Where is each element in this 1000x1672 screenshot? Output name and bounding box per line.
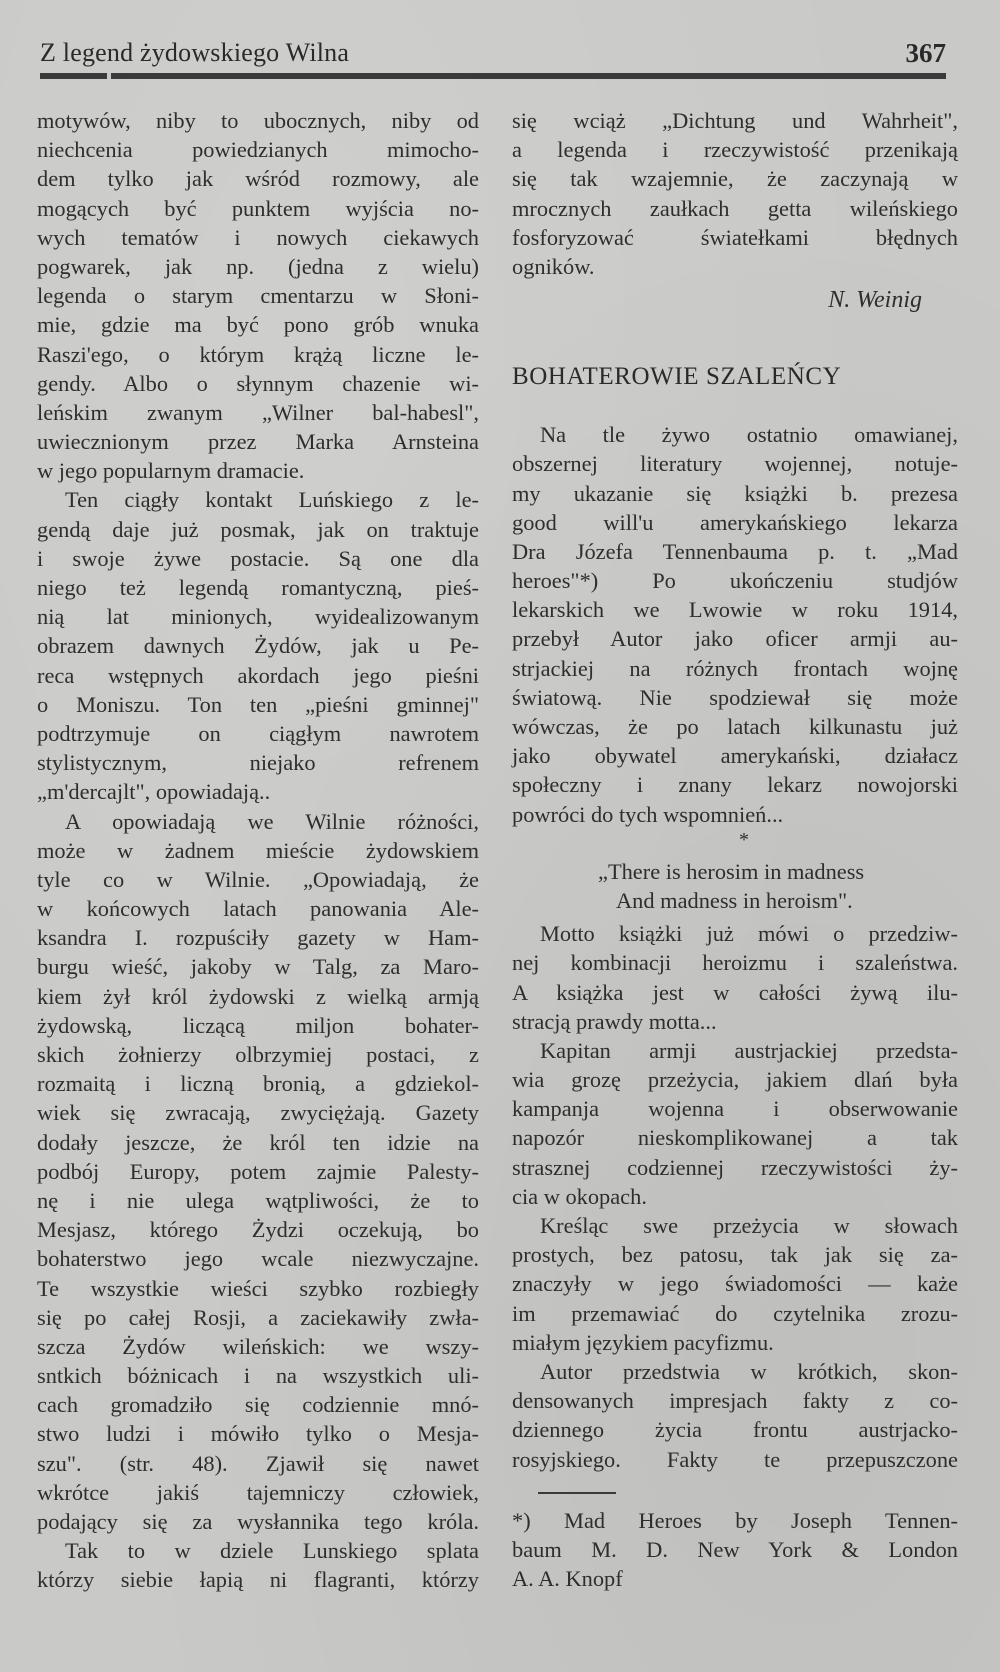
text-line: heroes"*) Po ukończeniu studjów <box>512 568 958 594</box>
text-line: sntkich bóżnicach i na wszystkich uli- <box>37 1363 479 1389</box>
running-header <box>40 38 946 74</box>
footnote <box>512 1506 958 1594</box>
text-line: bohaterstwo jego wcale niezwyczajne. <box>37 1246 479 1272</box>
text-line: ksandra I. rozpuściły gazety w Ham- <box>37 925 479 951</box>
text-line: stwo ludzi i mówiło tylko o Mesja- <box>37 1421 479 1447</box>
section-heading: BOHATEROWIE SZALEŃCY <box>512 363 842 391</box>
text-line: motywów, niby to ubocznych, niby od <box>37 108 479 133</box>
text-line: prostych, bez patosu, tak jak się za- <box>512 1242 958 1268</box>
text-line: obszernej literatury wojennej, notuje- <box>512 451 958 477</box>
paragraph-start-line: A opowiadają we Wilnie różności, <box>65 808 479 834</box>
text-line: kampanja wojenna i obserwowanie <box>512 1096 958 1122</box>
right-column <box>512 106 958 1593</box>
text-line: uwiecznionym przez Marka Arnsteina <box>37 429 479 455</box>
text-line: powróci do tych wspomnień... <box>512 801 784 827</box>
text-line: kiem żył król żydowski z wielką armją <box>37 983 479 1009</box>
text-line: niechcenia powiedzianych mimocho- <box>37 137 479 163</box>
text-line: dziennego życia frontu austrjacko- <box>512 1417 958 1443</box>
text-line: wych tematów i nowych ciekawych <box>37 224 479 250</box>
paragraph-start-line: Kreśląc swe przeżycia w słowach <box>540 1213 958 1238</box>
text-line: o Moniszu. Ton ten „pieśni gminnej" <box>37 691 479 717</box>
text-line: szu". (str. 48). Zjawił się nawet <box>37 1450 479 1476</box>
author-signature: N. Weinig <box>828 287 922 314</box>
text-line: legenda o starym cmentarzu w Słoni- <box>37 283 479 309</box>
header-rule-divider <box>40 73 946 79</box>
text-line: im przemawiać do czytelnika zrozu- <box>512 1300 958 1326</box>
text-line: densowanych impresjach fakty z co- <box>512 1388 958 1414</box>
text-line: cach gromadziło się codziennie mnó- <box>37 1392 479 1418</box>
text-line: podbój Europy, potem zajmie Palesty- <box>37 1158 479 1184</box>
motto-quote <box>512 857 958 915</box>
text-line: w końcowych latach panowania Ale- <box>37 896 479 922</box>
text-line: podający się za wysłannika tego króla. <box>37 1509 479 1534</box>
text-line: „m'dercajlt", opowiadają.. <box>37 779 271 805</box>
running-title: Z legend żydowskiego Wilna <box>40 38 350 67</box>
text-line: gendą daje już posmak, jak on traktuje <box>37 516 479 542</box>
text-line: a legenda i rzeczywistość przenikają <box>512 137 958 163</box>
rule-gap <box>107 73 111 79</box>
section-asterisk: * <box>739 828 749 851</box>
text-line: strasznej codziennej rzeczywistości ży- <box>512 1154 958 1180</box>
text-line: cia w okopach. <box>512 1183 647 1209</box>
paragraph-start-line: Na tle żywo ostatnio omawianej, <box>540 422 958 448</box>
text-line: przebył Autor jako oficer armji au- <box>512 626 958 652</box>
text-line: nej kombinacji heroizmu i szaleństwa. <box>512 950 958 976</box>
text-line: światową. Nie spodziewał się może <box>512 684 958 710</box>
text-line: społeczny i znany lekarz nowojorski <box>512 772 958 798</box>
text-line: stylistycznym, niejako refrenem <box>37 750 479 776</box>
text-line: burgu wieść, jakoby w Talg, za Maro- <box>37 954 479 980</box>
text-line: stracją prawdy motta... <box>512 1008 717 1034</box>
text-line: nią lat minionych, wyidealizowanym <box>37 604 479 630</box>
text-line: wówczas, że po latach kilkunastu już <box>512 714 958 739</box>
paragraph-start-line: Motto książki już mówi o przedziw- <box>540 921 958 947</box>
text-line: w jego popularnym dramacie. <box>37 458 305 484</box>
text-line: mogących być punktem wyjścia no- <box>37 195 479 221</box>
text-line: mie, gdzie ma być pono grób wnuka <box>37 312 479 338</box>
text-line: ogników. <box>512 253 595 279</box>
text-line: się wciąż „Dichtung und Wahrheit", <box>512 108 958 133</box>
text-line: tyle co w Wilnie. „Opowiadają, że <box>37 866 479 892</box>
text-line: znaczyły w jego świadomości — każe <box>512 1271 958 1297</box>
text-line: mrocznych zaułkach getta wileńskiego <box>512 195 958 221</box>
footnote-line: A. A. Knopf <box>512 1566 623 1592</box>
footnote-line: baum M. D. New York & London <box>512 1536 958 1562</box>
left-column <box>37 106 479 1595</box>
text-line: strjackiej na różnych frontach wojnę <box>512 655 958 681</box>
text-line: niego też legendą romantyczną, pieś- <box>37 575 479 600</box>
text-line: obrazem dawnych Żydów, jak u Pe- <box>37 633 479 659</box>
text-line: miałym językiem pacyfizmu. <box>512 1329 774 1355</box>
text-line: rosyjskiego. Fakty te przepuszczone <box>512 1446 958 1472</box>
text-line: Raszi'ego, o którym krążą liczne le- <box>37 341 479 367</box>
text-line: wkrótce jakiś tajemniczy człowiek, <box>37 1479 479 1505</box>
page-number: 367 <box>905 38 946 68</box>
paragraph-start-line: Ten ciągły kontakt Luńskiego z le- <box>65 487 479 513</box>
text-line: rozmaitą i liczną bronią, a gdziekol- <box>37 1071 479 1097</box>
text-line: i swoje żywe postacie. Są one dla <box>37 545 479 571</box>
text-line: my ukazanie się książki b. prezesa <box>512 480 958 506</box>
text-line: A książka jest w całości żywą ilu- <box>512 979 958 1005</box>
text-line: się po całej Rosji, a zaciekawiły zwła- <box>37 1304 479 1330</box>
motto-line: „There is herosim in madness <box>598 858 865 884</box>
text-line: dodały jeszcze, że król ten idzie na <box>37 1129 479 1155</box>
text-line: jako obywatel amerykański, działacz <box>512 743 958 769</box>
motto-line: And madness in heroism". <box>616 887 853 913</box>
text-line: Te wszystkie wieści szybko rozbiegły <box>37 1275 479 1301</box>
text-line: fosforyzować światełkami błędnych <box>512 224 958 250</box>
footnote-line: *) Mad Heroes by Joseph Tennen- <box>512 1507 958 1533</box>
text-line: Mesjasz, którego Żydzi oczekują, bo <box>37 1217 479 1243</box>
text-line: wiek się zwracają, zwyciężają. Gazety <box>37 1100 479 1126</box>
text-line: nę i nie ulega wątpliwości, że to <box>37 1187 479 1213</box>
paragraph-start-line: Kapitan armji austrjackiej przedsta- <box>540 1037 958 1063</box>
text-line: Dra Józefa Tennenbauma p. t. „Mad <box>512 538 958 564</box>
text-line: good will'u amerykańskiego lekarza <box>512 509 958 535</box>
text-line: którzy siebie łapią ni flagranti, którzy <box>37 1567 479 1593</box>
text-line: podtrzymuje on ciągłym nawrotem <box>37 720 479 746</box>
footnote-divider <box>538 1492 616 1494</box>
text-line: może w żadnem mieście żydowskiem <box>37 837 479 863</box>
text-line: szcza Żydów wileńskich: we wszy- <box>37 1333 479 1359</box>
text-line: pogwarek, jak np. (jedna z wielu) <box>37 253 479 279</box>
text-line: się tak wzajemnie, że zaczynają w <box>512 166 958 192</box>
text-line: lekarskich we Lwowie w roku 1914, <box>512 597 958 623</box>
text-line: gendy. Albo o słynnym chazenie wi- <box>37 370 479 396</box>
text-line: napozór nieskomplikowanej a tak <box>512 1125 958 1151</box>
text-line: reca wstępnych akordach jego pieśni <box>37 662 479 688</box>
text-line: leńskim zwanym „Wilner bal-habesl", <box>37 399 479 425</box>
paragraph-start-line: Autor przedstwia w krótkich, skon- <box>540 1358 958 1384</box>
text-line: wia grozę przeżycia, jakiem dlań była <box>512 1067 958 1093</box>
text-line: skich żołnierzy olbrzymiej postaci, z <box>37 1042 479 1067</box>
text-line: dem tylko jak wśród rozmowy, ale <box>37 166 479 192</box>
paragraph-start-line: Tak to w dziele Lunskiego splata <box>65 1538 479 1564</box>
text-line: żydowską, liczącą miljon bohater- <box>37 1012 479 1038</box>
